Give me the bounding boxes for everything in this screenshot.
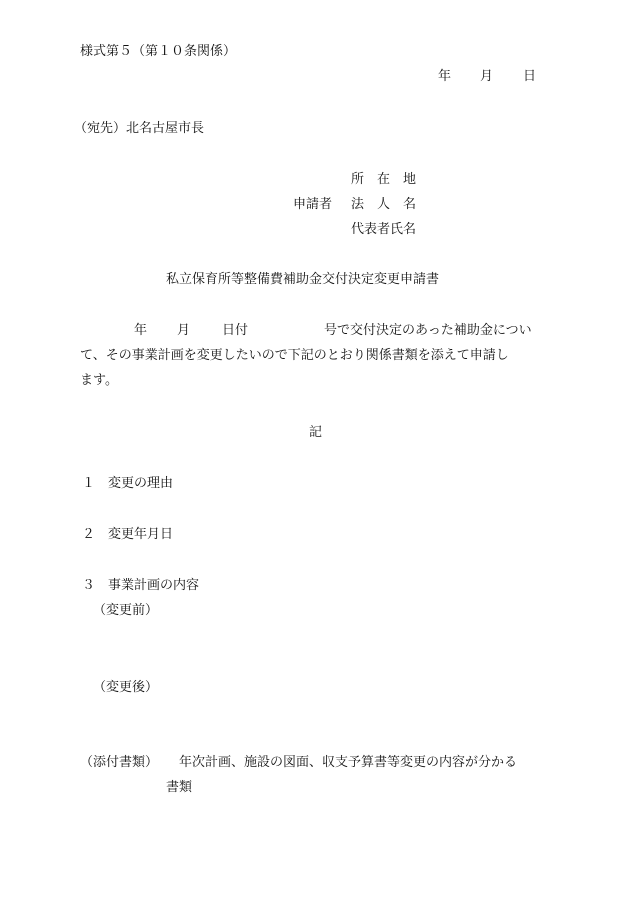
applicant-label: 申請者 <box>293 197 333 212</box>
applicant-address-label: 所 在 地 <box>351 172 417 187</box>
form-number: 様式第５（第１０条関係） <box>80 44 237 59</box>
attachments-label: （添付書類） <box>80 755 159 770</box>
item3-label: 事業計画の内容 <box>108 578 200 593</box>
body-year: 年 <box>134 323 148 338</box>
body-month: 月 <box>177 323 191 338</box>
body-line2: て、その事業計画を変更したいので下記のとおり関係書類を添えて申請し <box>80 348 509 363</box>
item2-num: ２ <box>82 527 96 542</box>
applicant-corp-name-label: 法 人 名 <box>351 197 417 212</box>
body-line1-rest: 号で交付決定のあった補助金につい <box>324 323 532 338</box>
date-month: 月 <box>480 69 494 84</box>
before-label: （変更前） <box>93 603 159 618</box>
body-line3: ます。 <box>80 373 118 388</box>
document-title: 私立保育所等整備費補助金交付決定変更申請書 <box>166 272 440 287</box>
body-date-suffix: 日付 <box>222 323 249 338</box>
item1-num: １ <box>82 476 96 491</box>
applicant-rep-label: 代表者氏名 <box>351 222 417 237</box>
date-day: 日 <box>523 69 537 84</box>
date-year: 年 <box>438 69 452 84</box>
item1-label: 変更の理由 <box>108 476 174 491</box>
after-label: （変更後） <box>93 680 159 695</box>
ki-heading: 記 <box>309 425 323 440</box>
attachments-line1: 年次計画、施設の図面、収支予算書等変更の内容が分かる <box>179 755 518 770</box>
addressee: （宛先）北名古屋市長 <box>74 121 205 136</box>
item2-label: 変更年月日 <box>108 527 174 542</box>
item3-num: ３ <box>82 578 96 593</box>
attachments-line2: 書類 <box>166 780 193 795</box>
